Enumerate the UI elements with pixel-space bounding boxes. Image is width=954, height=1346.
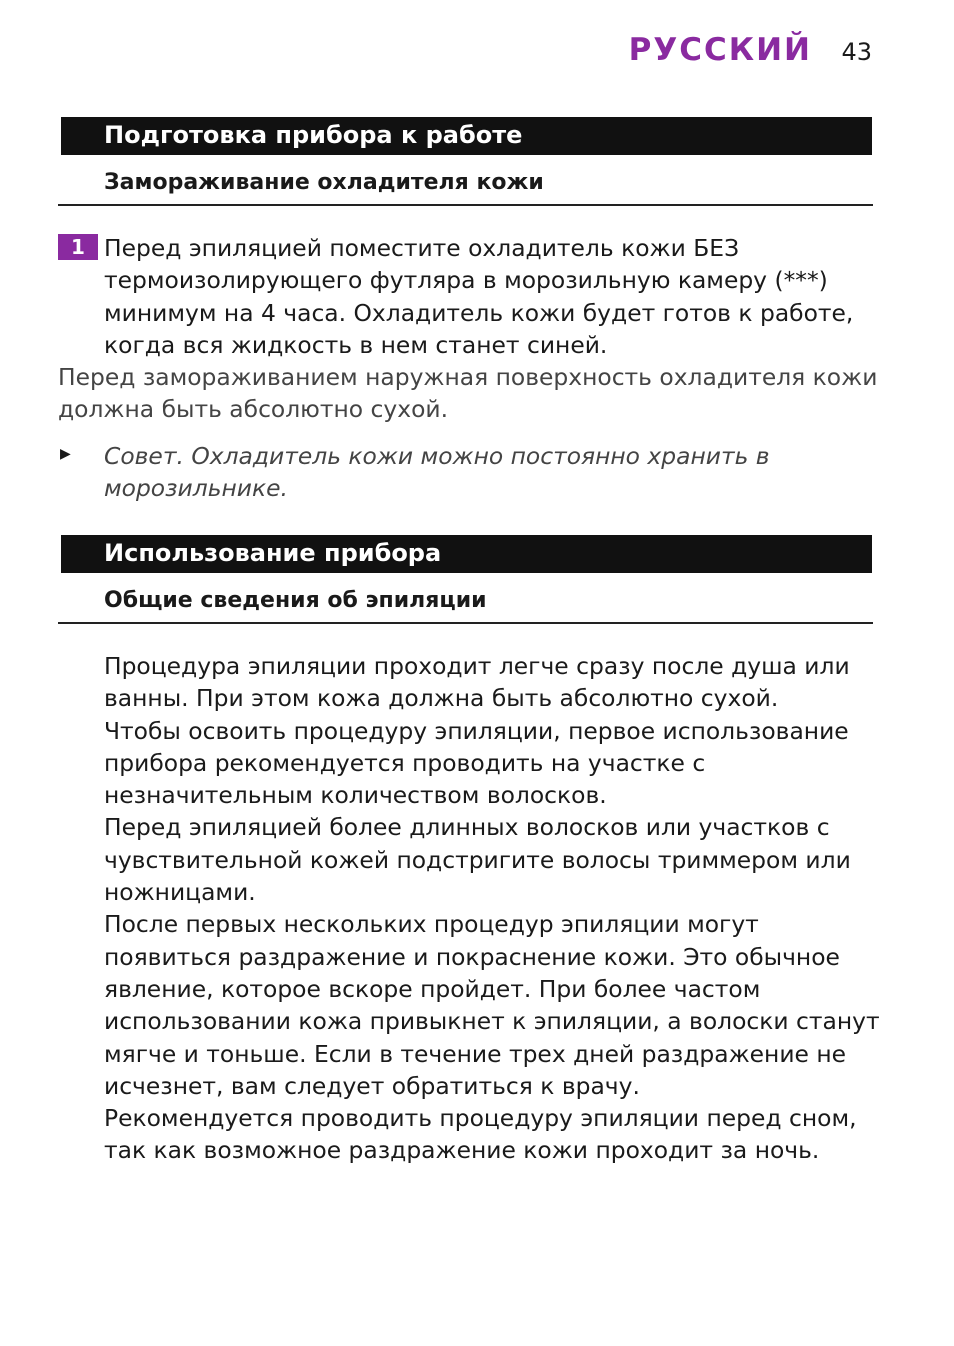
epilation-info-body: Процедура эпиляции проходит легче сразу после душа или ванны. При этом кожа должна быть абсолютно сухой. Чтобы освоить процедуру эпиляции, первое использование прибора рекомендуется проводить на участке с незначительным количеством волосков. Перед эпиляцией более длинных волосков или участков с чувствительной кожей подстригите волосы триммером или ножницами. После первых нескольких процедур эпиляции могут появиться раздражение и покраснение кожи. Это обычное явление, которое вскоре пройдет. При более частом использовании кожа привыкнет к эпиляции, а волоски станут мягче и тоньше. Если в течение трех дней раздражение не исчезнет, вам следует обратиться к врачу. Рекомендуется проводить процедуру эпиляции перед сном, так как возможное раздражение кожи проходит за ночь. — [104, 652, 880, 1165]
page-number: 43 — [841, 38, 872, 66]
note-text: Перед замораживанием наружная поверхность охладителя кожи должна быть абсолютно сухой. — [58, 363, 878, 424]
subsection-heading-epilation-info: Общие сведения об эпиляции — [58, 586, 873, 624]
language-label: РУССКИЙ — [628, 32, 812, 68]
section-heading-usage: Использование прибора — [61, 535, 872, 573]
tip-text: Совет. Охладитель кожи можно постоянно хранить в морозильнике. — [104, 442, 770, 503]
section-heading-preparation: Подготовка прибора к работе — [61, 117, 872, 155]
bullet-triangle-icon: ▶ — [60, 446, 71, 462]
subsection-heading-cooling: Замораживание охладителя кожи — [58, 168, 873, 206]
step-number-badge: 1 — [58, 234, 98, 260]
step-instruction-text: Перед эпиляцией поместите охладитель кожи БЕЗ термоизолирующего футляра в морозильную камеру (***) минимум на 4 часа. Охладитель кожи будет готов к работе, когда вся жидкость в нем станет синей. — [104, 234, 854, 359]
